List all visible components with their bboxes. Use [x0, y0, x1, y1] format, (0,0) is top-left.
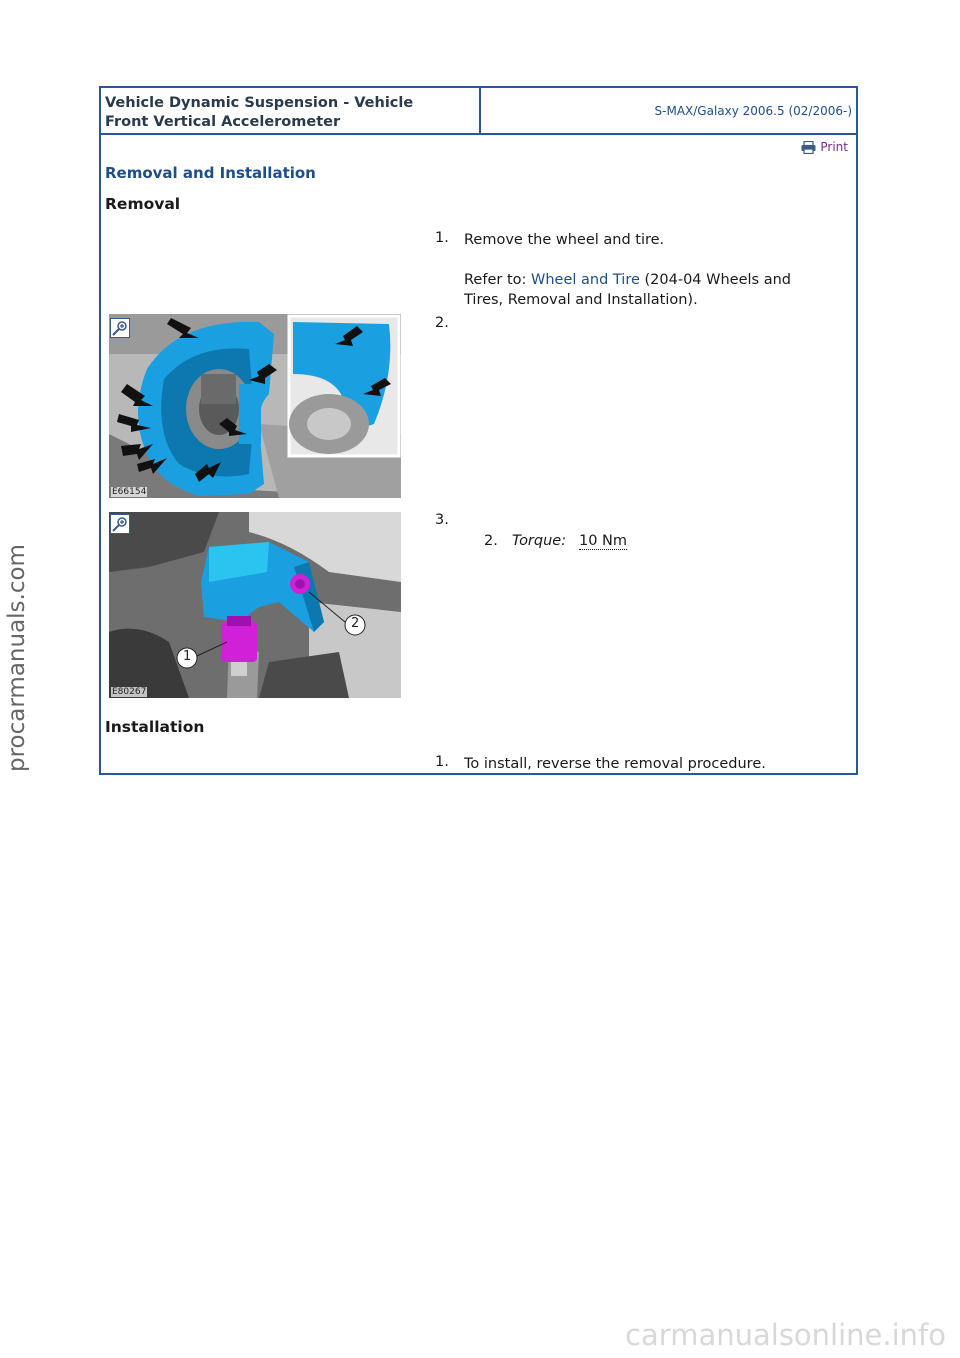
step-number: 3.: [435, 512, 449, 528]
callout-1: 1: [183, 649, 192, 664]
step-text: Remove the wheel and tire.: [464, 232, 665, 248]
zoom-icon[interactable]: [110, 514, 130, 534]
page-title: [105, 94, 465, 132]
substep-number: 2.: [484, 533, 498, 549]
step-number: 2.: [435, 315, 449, 331]
wheel-and-tire-link[interactable]: Wheel and Tire: [531, 272, 640, 288]
zoom-icon[interactable]: [110, 318, 130, 338]
callout-2: 2: [351, 616, 360, 631]
printer-icon: [801, 141, 816, 154]
wheel-liner-illustration: [109, 314, 401, 498]
accelerometer-bracket-illustration: [109, 512, 401, 698]
torque-label: Torque:: [512, 533, 567, 549]
side-watermark-text: procarmanuals.com: [4, 544, 30, 772]
removal-heading: Removal: [105, 195, 181, 213]
step-number: 1.: [435, 754, 449, 770]
header-divider: [479, 88, 481, 133]
footer-watermark: carmanualsonline.info: [625, 1318, 946, 1352]
step-number: 1.: [435, 230, 449, 246]
figure-code-label: E80267: [112, 687, 147, 697]
page-header: [101, 88, 856, 135]
figure-e80267[interactable]: [109, 512, 401, 698]
title-line-1: Vehicle Dynamic Suspension - Vehicle: [105, 95, 414, 111]
refer-text: [464, 270, 834, 310]
torque-value: 10 Nm: [579, 533, 628, 549]
print-button[interactable]: [801, 140, 848, 154]
installation-heading: Installation: [105, 718, 205, 736]
refer-suffix: (204-04 Wheels and Tires, Removal and Installation).: [464, 272, 791, 308]
manual-page: [99, 86, 858, 775]
figure-code-label: E66154: [112, 487, 147, 497]
section-title: Removal and Installation: [105, 164, 316, 182]
print-label: Print: [820, 140, 848, 154]
figure-e66154[interactable]: [109, 314, 401, 498]
title-line-2: Front Vertical Accelerometer: [105, 114, 341, 130]
step-text: To install, reverse the removal procedure.: [464, 756, 766, 772]
refer-prefix: Refer to:: [464, 272, 531, 288]
model-label: S-MAX/Galaxy 2006.5 (02/2006-): [654, 104, 852, 118]
